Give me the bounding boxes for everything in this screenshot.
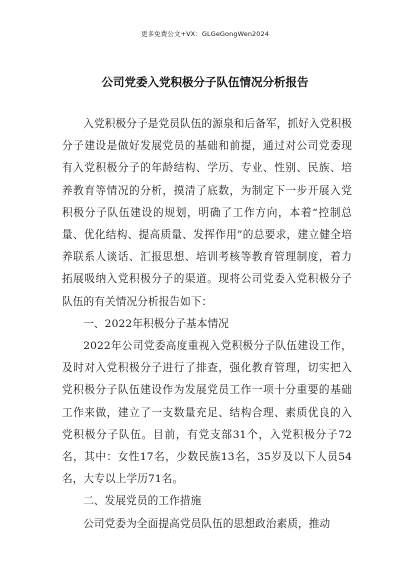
section-heading-1: 一、2022年积极分子基本情况 (83, 317, 229, 330)
paragraph-intro: 入党积极分子是党员队伍的源泉和后备军，抓好入党积极分子建设是做好发展党员的基础和前提，通过对公司党委现有入党积极分子的年龄结构、学历、专业、性别、民族、培养教育等情况的分析，摸清了底数，为制定下一步开展入党积极分子队伍建设的规划，明确了工作方向，本着“控制总量、优化结构、提高质量、发挥作用”的总要求，建立健全培养联系人谈话、汇报思想、培训考核等教育管理制度，着力拓展吸纳入党积极分子的渠道。现将公司党委入党积极分子队伍的有关情况分析报告如下： (62, 118, 352, 308)
header-note: 更多免费公文+VX：GLGeGongWen2024 (140, 30, 269, 38)
paragraph-measures: 公司党委为全面提高党员队伍的思想政治素质，推动 (83, 517, 331, 530)
section-heading-2: 二、发展党员的工作措施 (83, 495, 202, 508)
paragraph-basic-situation: 2022年公司党委高度重视入党积极分子队伍建设工作，及时对入党积极分子进行了排查，强化教育管理，切实把入党积极分子队伍建设作为发展党员工作一项十分重要的基础工作来做，建立了一支数量充足、结构合理、素质优良的入党积极分子队伍。目前，有党支部31个，入党积极分子72名，其中：女性17名，少数民族13名，35岁及以下人员54名，大专以上学历71名。 (62, 340, 352, 486)
document-title: 公司党委入党积极分子队伍情况分析报告 (101, 75, 309, 89)
document-body (62, 113, 352, 535)
